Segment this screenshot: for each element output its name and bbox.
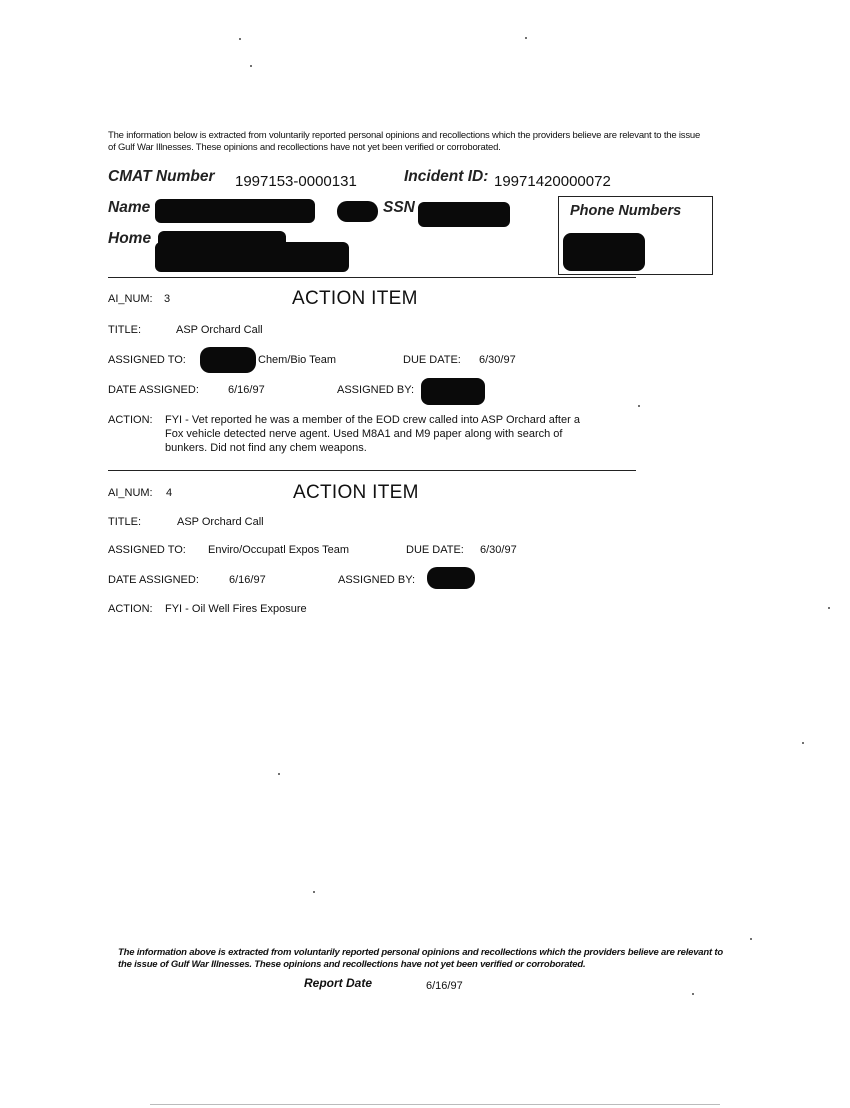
action-text-line: FYI - Vet reported he was a member of the EOD crew called into ASP Orchard after a [165, 414, 580, 426]
scan-speck [692, 993, 694, 995]
redacted-assigned-by [427, 567, 475, 589]
due-date-label: DUE DATE: [403, 354, 461, 366]
ssn-label: SSN [383, 199, 415, 216]
scan-speck [802, 742, 804, 744]
action-item-divider [108, 470, 636, 471]
page-bottom-edge [150, 1104, 720, 1105]
redacted-name [155, 199, 315, 223]
assigned-by-label: ASSIGNED BY: [337, 384, 415, 396]
date-assigned-value: 6/16/97 [229, 574, 266, 586]
assigned-to-value: Enviro/Occupatl Expos Team [208, 544, 350, 556]
cmat-number-label: CMAT Number [108, 168, 215, 185]
title-label: TITLE: [108, 324, 142, 336]
redacted-ssn [418, 202, 510, 227]
action-text-line: FYI - Oil Well Fires Exposure [165, 603, 307, 615]
phone-numbers-label: Phone Numbers [570, 203, 682, 219]
scan-speck [525, 37, 527, 39]
redacted-assignee [200, 347, 256, 373]
scan-speck [638, 405, 640, 407]
action-item-heading: ACTION ITEM [292, 288, 418, 309]
title-label: TITLE: [108, 516, 142, 528]
scan-speck [313, 891, 315, 893]
bottom-disclaimer [118, 947, 723, 971]
ai-num-value: 3 [164, 293, 171, 305]
action-label: ACTION: [108, 414, 153, 426]
due-date-value: 6/30/97 [480, 544, 517, 556]
assigned-by-label: ASSIGNED BY: [338, 574, 416, 586]
action-text-line: bunkers. Did not find any chem weapons. [165, 442, 367, 454]
due-date-label: DUE DATE: [406, 544, 464, 556]
action-text [165, 602, 307, 616]
ai-num-value: 4 [166, 487, 173, 499]
due-date-value: 6/30/97 [479, 354, 516, 366]
phone-numbers-box [558, 196, 713, 275]
action-item-heading: ACTION ITEM [293, 482, 419, 503]
top-disclaimer-line: The information below is extracted from voluntarily reported personal opinions and recollections which the providers believe are relevant to the issue [108, 130, 701, 141]
action-text-line: Fox vehicle detected nerve agent. Used M8A1 and M9 paper along with search of [165, 428, 563, 440]
top-disclaimer-line: of Gulf War Illnesses. These opinions and recollections have not yet been verified or corroborated. [108, 142, 501, 153]
redacted-name-suffix [337, 201, 378, 222]
date-assigned-label: DATE ASSIGNED: [108, 574, 199, 586]
assigned-to-label: ASSIGNED TO: [108, 544, 186, 556]
header-divider [108, 277, 636, 278]
redacted-assigned-by [421, 378, 485, 405]
ai-num-label: AI_NUM: [108, 293, 153, 305]
date-assigned-value: 6/16/97 [228, 384, 265, 396]
scan-speck [250, 65, 252, 67]
scan-speck [278, 773, 280, 775]
action-text [165, 413, 580, 455]
scan-speck [828, 607, 830, 609]
incident-id-value: 19971420000072 [494, 173, 611, 190]
bottom-disclaimer-line: The information above is extracted from voluntarily reported personal opinions and recollections which the providers believe are relevant to [118, 947, 723, 958]
incident-id-label: Incident ID: [404, 168, 489, 185]
cmat-number-value: 1997153-0000131 [235, 173, 357, 190]
redacted-phone [563, 233, 645, 271]
redacted-home-line2 [155, 242, 349, 272]
ai-num-label: AI_NUM: [108, 487, 153, 499]
report-date-label: Report Date [304, 976, 373, 990]
assigned-to-value: Chem/Bio Team [258, 354, 337, 366]
title-value: ASP Orchard Call [176, 324, 263, 336]
name-label: Name [108, 199, 151, 216]
report-date-value: 6/16/97 [426, 980, 463, 992]
assigned-to-label: ASSIGNED TO: [108, 354, 186, 366]
top-disclaimer [108, 130, 700, 154]
scan-speck [239, 38, 241, 40]
action-label: ACTION: [108, 603, 153, 615]
bottom-disclaimer-line: the issue of Gulf War Illnesses. These opinions and recollections have not yet been verified or corroborated. [118, 959, 586, 970]
home-label: Home [108, 230, 152, 247]
date-assigned-label: DATE ASSIGNED: [108, 384, 199, 396]
scan-speck [750, 938, 752, 940]
title-value: ASP Orchard Call [177, 516, 264, 528]
